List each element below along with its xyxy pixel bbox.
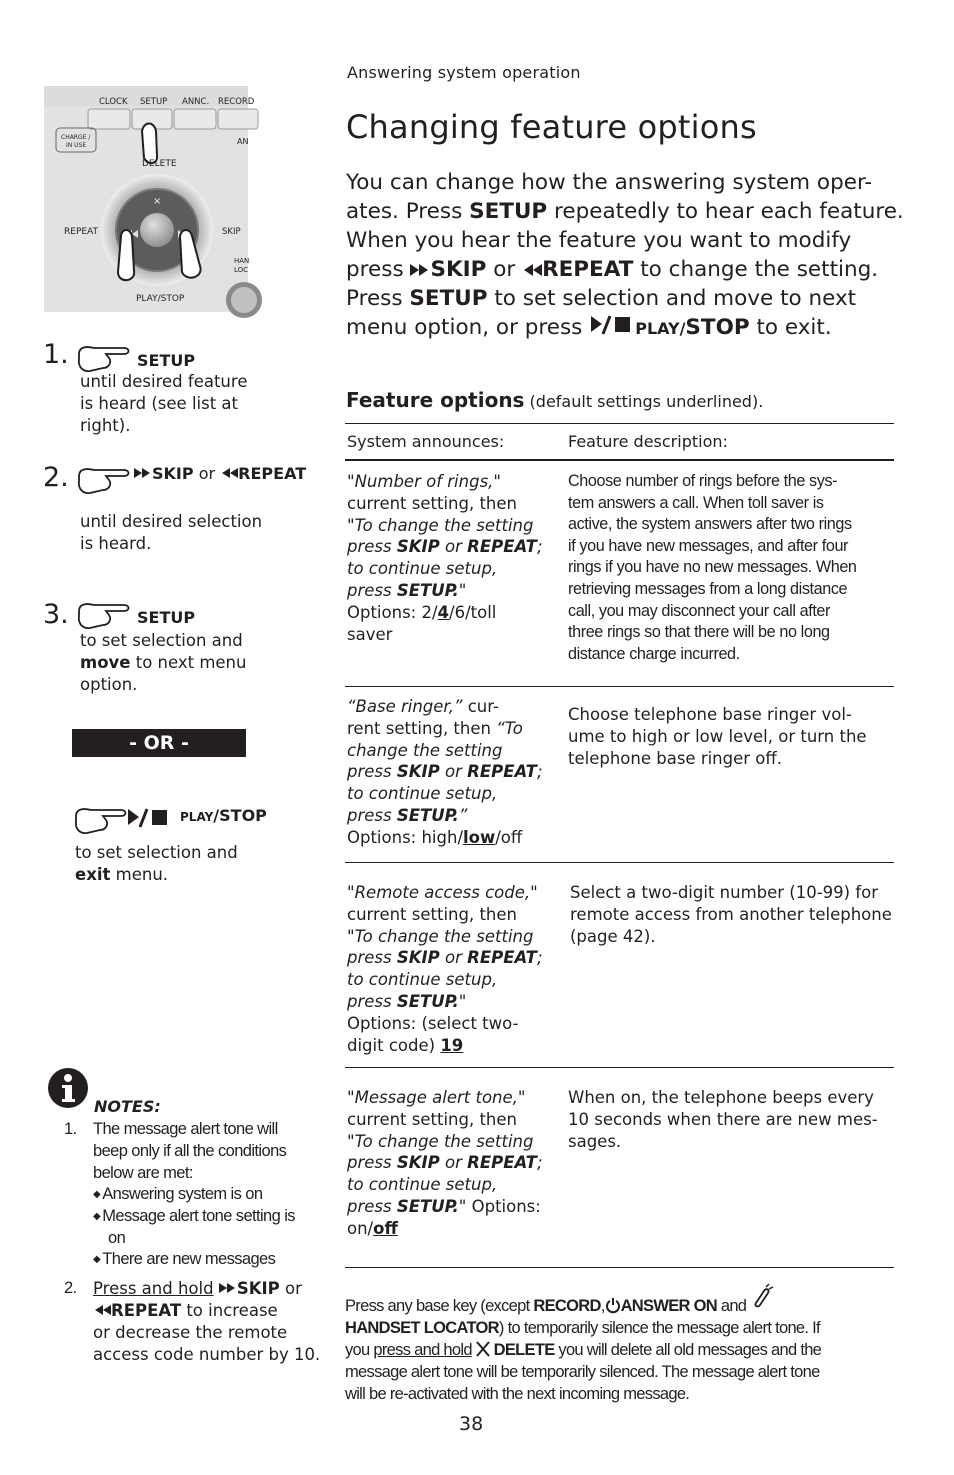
- pointing-hand-icon: [73, 806, 129, 836]
- note-2-text: Press and hold SKIP or REPEAT to increase or decrease the remote access code number by 10.: [93, 1279, 321, 1364]
- svg-text:CHARGE /: CHARGE /: [61, 134, 91, 141]
- intro-line: You can change how the answering system oper-: [346, 170, 873, 195]
- intro-line: press SKIP or REPEAT to change the setting.: [346, 257, 879, 282]
- pointing-hand-icon: [76, 466, 132, 496]
- table-rule: [345, 862, 894, 863]
- step-3-text: to set selection and move to next menu option.: [80, 631, 247, 694]
- table-cell-description: When on, the telephone beeps every 10 seconds when there are new mes- sages.: [568, 1088, 878, 1151]
- or-divider: - OR -: [72, 729, 246, 757]
- footer-paragraph: Press any base key (except RECORD, ANSWER ON and HANDSET LOCATOR) to temporarily silence the message alert tone. If you press and hold DELETE you will delete all old messages and the message alert tone will be temporarily silenced. The message alert tone will be re-activated with the next incoming message.: [345, 1283, 895, 1405]
- svg-text:LOC: LOC: [234, 266, 249, 274]
- step-number: 2.: [43, 462, 69, 493]
- column-header-announces: System announces:: [347, 432, 505, 451]
- table-cell-announcement: "Message alert tone," current setting, then "To change the setting press SKIP or REPEAT; to continue setup, press SETUP." Options: on/off: [347, 1088, 543, 1238]
- step-number: 3.: [43, 599, 69, 630]
- notes-title: NOTES:: [94, 1097, 161, 1116]
- table-cell-announcement: "Remote access code," current setting, then "To change the setting press SKIP or REPEAT; to continue setup, press SETUP." Options: (select two- digit code) 19: [347, 883, 543, 1055]
- svg-text:×: ×: [153, 196, 162, 207]
- note-number: 2.: [64, 1279, 77, 1297]
- page-number: 38: [459, 1413, 484, 1435]
- setup-key-label: SETUP: [137, 608, 196, 627]
- key-label: SETUP: [140, 97, 168, 107]
- bullet-item: ◆ There are new messages: [93, 1250, 276, 1269]
- phone-base-drawing: [44, 86, 255, 312]
- table-rule: [345, 459, 894, 461]
- playstop-label: PLAY/STOP: [136, 294, 185, 304]
- step-number: 1.: [43, 339, 69, 370]
- repeat-icon: [93, 1304, 111, 1316]
- bullet-item: ◆ Answering system is on: [93, 1185, 263, 1203]
- power-icon: [605, 1297, 621, 1313]
- pointing-hand-icon: [76, 344, 132, 374]
- bullet-item: ◆ Message alert tone setting is: [93, 1206, 295, 1225]
- table-cell-announcement: "Number of rings," current setting, then "To change the setting press SKIP or REPEAT; to continue setup, press SETUP." Options: 2/4/6/toll saver: [347, 472, 543, 644]
- note-bullets: ◆ Answering system is on ◆ Message alert tone setting is on ◆ There are new messages: [93, 1184, 333, 1271]
- setup-key-label: SETUP: [137, 351, 196, 370]
- pointing-hand-icon: [76, 601, 132, 631]
- table-cell-description: Choose number of rings before the sys- tem answers a call. When toll saver is active, the system answers after two rings if you have new messages, and after four rings if you have no new messages. When retrieving messages from a long distance call, you may disconnect your call after three rings so that there will be no long distance charge incurred.: [568, 472, 857, 663]
- key-label: CLOCK: [99, 97, 128, 107]
- table-cell-description: Choose telephone base ringer vol- ume to high or low level, or turn the telephone base ringer off.: [568, 705, 867, 768]
- delete-label: DELETE: [142, 159, 177, 169]
- table-cell-announcement: “Base ringer,” cur- rent setting, then “To change the setting press SKIP or REPEAT; to continue setup, press SETUP.” Options: high/low/off: [347, 697, 543, 847]
- table-rule: [345, 1267, 894, 1268]
- svg-text:HAN: HAN: [234, 257, 250, 265]
- play-stop-icon: [126, 807, 172, 829]
- intro-line: menu option, or press PLAY/STOP to exit.: [346, 315, 832, 340]
- intro-line: When you hear the feature you want to modify: [346, 228, 852, 253]
- note-number: 1.: [64, 1120, 77, 1138]
- table-cell-description: Select a two-digit number (10-99) for remote access from another telephone (page 42).: [570, 883, 892, 946]
- repeat-label: REPEAT: [64, 227, 99, 237]
- table-rule: [345, 686, 894, 687]
- skip-icon: [410, 263, 430, 277]
- feature-options-heading: Feature options (default settings underlined).: [346, 388, 764, 412]
- section-label: Answering system operation: [347, 63, 581, 82]
- info-icon: [46, 1067, 90, 1111]
- skip-label: SKIP: [222, 227, 241, 237]
- skip-or-repeat: SKIP or REPEAT: [134, 464, 306, 483]
- intro-paragraph: [346, 168, 906, 343]
- skip-icon: [134, 467, 152, 479]
- key-label: RECORD: [218, 97, 255, 107]
- key-label: ANNC.: [182, 97, 210, 107]
- skip-icon: [219, 1282, 237, 1294]
- column-header-description: Feature description:: [568, 432, 728, 451]
- step-2-text: until desired selection is heard.: [80, 512, 263, 553]
- phone-base-illustration: [44, 86, 255, 312]
- svg-text:IN USE: IN USE: [66, 142, 87, 149]
- intro-line: ates. Press SETUP repeatedly to hear each feature.: [346, 199, 904, 224]
- repeat-icon: [220, 467, 238, 479]
- intro-line: Press SETUP to set selection and move to next: [346, 286, 857, 311]
- play-stop-icon: [589, 314, 635, 336]
- handset-icon: [750, 1283, 776, 1309]
- page-title: Changing feature options: [346, 108, 757, 146]
- delete-x-icon: [476, 1341, 490, 1357]
- note-1-text: The message alert tone will beep only if all the conditions below are met:: [93, 1120, 287, 1182]
- step-1-text: until desired feature is heard (see list at right).: [80, 372, 248, 435]
- repeat-icon: [522, 263, 542, 277]
- play-stop-label: PLAY/STOP: [180, 806, 267, 825]
- alt-step-text: to set selection and exit menu.: [75, 843, 238, 884]
- table-rule: [345, 423, 894, 424]
- svg-text:AN: AN: [237, 137, 249, 146]
- table-rule: [345, 1067, 894, 1068]
